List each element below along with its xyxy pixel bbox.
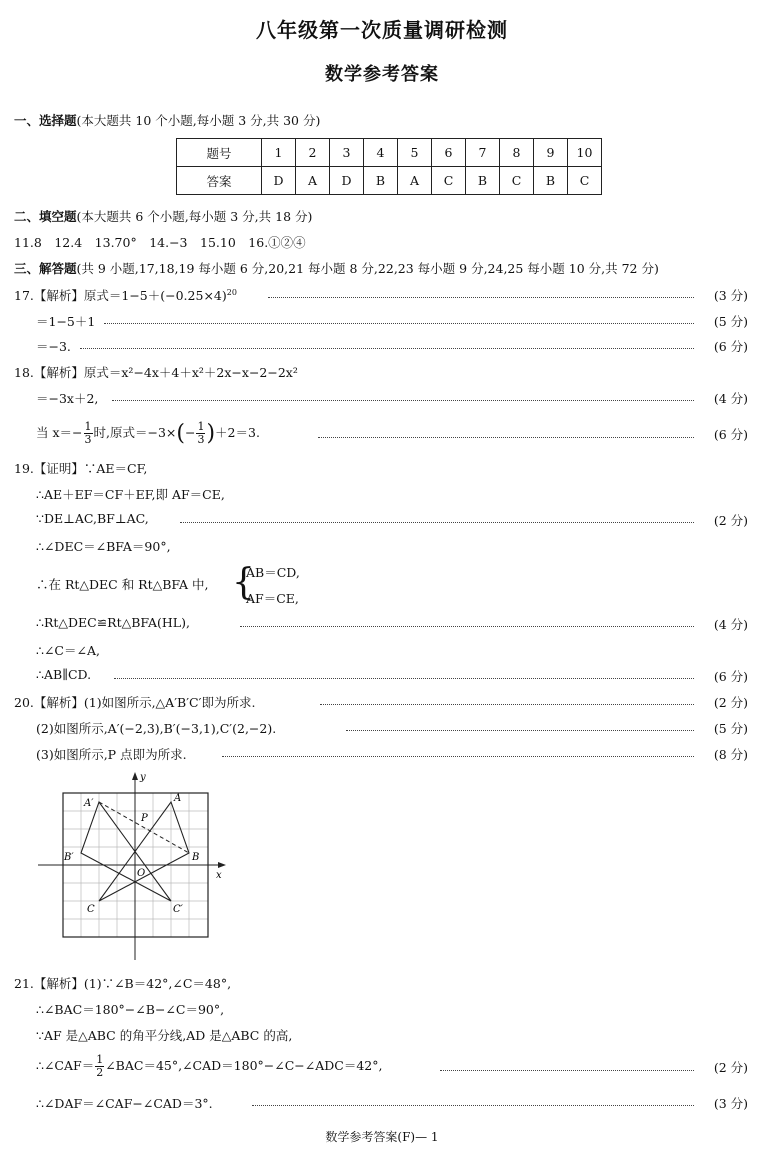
q17-line-3 <box>0 337 764 357</box>
table-cell: 1 <box>262 139 296 167</box>
score: (8 分) <box>713 747 748 762</box>
leader-dots <box>346 730 694 731</box>
score: (5 分) <box>713 721 748 736</box>
paren-left: ( <box>176 421 185 446</box>
fraction-numerator: 1 <box>197 420 205 433</box>
leader-dots <box>222 756 694 757</box>
fraction-denominator: 3 <box>84 433 92 446</box>
q19-text: ∴Rt△DEC≌Rt△BFA(HL), <box>36 615 190 630</box>
q17-line-2 <box>0 312 764 332</box>
q20-line-2 <box>0 719 764 739</box>
label-a: A <box>174 793 182 804</box>
leader-dots <box>320 704 694 705</box>
fraction-denominator: 3 <box>197 433 205 446</box>
q21-text: ∴∠DAF＝∠CAF−∠CAD＝3°. <box>36 1096 213 1111</box>
table-cell: 8 <box>500 139 534 167</box>
q20-text: (3)如图所示,P 点即为所求. <box>36 747 187 762</box>
score: (2 分) <box>713 695 748 710</box>
q19-line-6 <box>0 615 764 635</box>
q18-line-2 <box>0 389 764 409</box>
label-o: O <box>137 868 146 879</box>
q18-text-a: 当 x＝− <box>36 425 83 440</box>
label-y: y <box>140 772 146 783</box>
q20-text: 20.【解析】(1)如图所示,△A′B′C′即为所求. <box>14 695 256 710</box>
section-1-heading <box>14 111 320 129</box>
section-2-note: (本大题共 6 个小题,每小题 3 分,共 18 分) <box>76 209 313 224</box>
table-cell: 9 <box>534 139 568 167</box>
table-cell: C <box>568 167 602 195</box>
label-p: P <box>141 813 148 824</box>
q19-line-3 <box>0 511 764 531</box>
q18-text: ＝−3x＋2, <box>36 391 99 406</box>
q19-text: ∴在 Rt△DEC 和 Rt△BFA 中, <box>36 577 209 592</box>
q19-brace-line-2: AF＝CE, <box>246 591 299 606</box>
section-3-note: (共 9 小题,17,18,19 每小题 6 分,20,21 每小题 8 分,22,23 每小题 9 分,24,25 每小题 10 分,共 72 分) <box>76 261 659 276</box>
label-a1: A′ <box>84 798 94 809</box>
leader-dots <box>180 522 694 523</box>
q18-line-3 <box>0 421 764 449</box>
score: (2 分) <box>713 513 748 528</box>
table-cell: A <box>398 167 432 195</box>
q18-text-c: − <box>184 425 196 440</box>
fraction-numerator: 1 <box>96 1053 104 1066</box>
y-axis-arrow <box>132 772 138 780</box>
page-subtitle: 数学参考答案 <box>325 64 439 85</box>
leader-dots <box>240 626 694 627</box>
score: (3 分) <box>713 1096 748 1111</box>
score: (5 分) <box>713 314 748 329</box>
q18-text <box>36 421 260 446</box>
leader-dots <box>80 348 694 349</box>
q19-brace-line-1: AB＝CD, <box>246 565 300 580</box>
dashed-line <box>99 802 189 853</box>
q21-text-a: ∴∠CAF＝ <box>36 1058 95 1073</box>
q21-text: 21.【解析】(1)∵∠B＝42°,∠C＝48°, <box>14 976 232 991</box>
leader-dots <box>318 437 694 438</box>
q18-line-1 <box>0 363 764 383</box>
table-cell: D <box>262 167 296 195</box>
table-row <box>177 139 602 167</box>
q17-exponent: 20 <box>226 287 237 297</box>
section-2-heading <box>14 207 312 225</box>
leader-dots <box>114 678 694 679</box>
q19-text: ∵DE⊥AC,BF⊥AC, <box>36 511 149 526</box>
q21-line-4 <box>0 1054 764 1082</box>
section-3-heading <box>14 259 659 277</box>
fraction <box>95 1054 104 1079</box>
q19-line-8 <box>0 667 764 687</box>
table-cell: 3 <box>330 139 364 167</box>
q17-text: ＝1−5＋1 <box>36 314 96 329</box>
label-b: B <box>192 852 200 863</box>
q21-text-b: ∠BAC＝45°,∠CAD＝180°−∠C−∠ADC＝42°, <box>105 1058 383 1073</box>
q18-text-b: 时,原式＝−3× <box>93 425 177 440</box>
score: (4 分) <box>713 391 748 406</box>
table-header-answer: 答案 <box>177 167 262 195</box>
q19-line-1 <box>0 459 764 479</box>
score: (6 分) <box>713 669 748 684</box>
section-1-title: 一、选择题 <box>14 113 77 128</box>
q20-line-3 <box>0 745 764 765</box>
fraction <box>196 421 205 446</box>
leader-dots <box>440 1070 694 1071</box>
q19-line-2 <box>0 485 764 505</box>
q18-text: 18.【解析】原式＝x²−4x＋4＋x²＋2x−x−2−2x² <box>14 365 298 380</box>
q17-text <box>14 286 237 304</box>
label-c: C <box>87 904 95 915</box>
q19-text: 19.【证明】∵AE＝CF, <box>14 461 148 476</box>
q21-line-3 <box>0 1026 764 1046</box>
table-cell: B <box>466 167 500 195</box>
q21-text: ∵AF 是△ABC 的角平分线,AD 是△ABC 的高, <box>36 1028 293 1043</box>
q19-text: ∴AB∥CD. <box>36 667 92 682</box>
fill-blank-answers: 11.8 12.4 13.70° 14.−3 15.10 16.①②④ <box>14 235 306 250</box>
label-c1: C′ <box>173 904 183 915</box>
q21-line-5 <box>0 1094 764 1114</box>
label-b1: B′ <box>64 852 74 863</box>
table-cell: 10 <box>568 139 602 167</box>
page-footer: 数学参考答案(F)— 1 <box>325 1130 439 1144</box>
q19-line-5 <box>0 563 764 609</box>
q21-line-2 <box>0 1000 764 1020</box>
score: (6 分) <box>713 427 748 442</box>
table-row <box>177 167 602 195</box>
paren-right: ) <box>206 421 216 446</box>
table-cell: 2 <box>296 139 330 167</box>
q19-text: ∴∠C＝∠A, <box>36 643 100 658</box>
coordinate-figure <box>30 768 230 960</box>
section-2-title: 二、填空题 <box>14 209 77 224</box>
table-cell: 7 <box>466 139 500 167</box>
q21-line-1 <box>0 974 764 994</box>
table-cell: C <box>432 167 466 195</box>
table-cell: D <box>330 167 364 195</box>
fraction-denominator: 2 <box>96 1066 104 1079</box>
section-1-note: (本大题共 10 个小题,每小题 3 分,共 30 分) <box>76 113 321 128</box>
q17-line-1 <box>0 286 764 306</box>
table-cell: C <box>500 167 534 195</box>
q17-expr: 17.【解析】原式＝1−5＋(−0.25×4) <box>14 288 227 303</box>
q19-text: ∴∠DEC＝∠BFA＝90°, <box>36 539 171 554</box>
q19-text: ∴AE＋EF＝CF＋EF,即 AF＝CE, <box>36 487 225 502</box>
fraction-numerator: 1 <box>84 420 92 433</box>
q19-line-4 <box>0 537 764 557</box>
leader-dots <box>112 400 694 401</box>
label-x: x <box>216 870 222 881</box>
q17-text: ＝−3. <box>36 339 71 354</box>
table-cell: A <box>296 167 330 195</box>
q19-line-7 <box>0 641 764 661</box>
page-title: 八年级第一次质量调研检测 <box>256 18 508 42</box>
fraction <box>84 421 93 446</box>
leader-dots <box>252 1105 694 1106</box>
score: (4 分) <box>713 617 748 632</box>
table-cell: 5 <box>398 139 432 167</box>
q20-line-1 <box>0 693 764 713</box>
q21-text <box>36 1054 382 1079</box>
q21-text: ∴∠BAC＝180°−∠B−∠C＝90°, <box>36 1002 225 1017</box>
leader-dots <box>104 323 694 324</box>
section-3-title: 三、解答题 <box>14 261 77 276</box>
x-axis-arrow <box>218 862 226 868</box>
score: (3 分) <box>713 288 748 303</box>
q18-text-d: ＋2＝3. <box>215 425 260 440</box>
table-cell: 6 <box>432 139 466 167</box>
score: (6 分) <box>713 339 748 354</box>
answer-table <box>176 138 602 195</box>
q20-text: (2)如图所示,A′(−2,3),B′(−3,1),C′(2,−2). <box>36 721 277 736</box>
table-header-number: 题号 <box>177 139 262 167</box>
table-cell: 4 <box>364 139 398 167</box>
score: (2 分) <box>713 1060 748 1075</box>
table-cell: B <box>364 167 398 195</box>
brace: { <box>232 562 255 603</box>
leader-dots <box>268 297 694 298</box>
table-cell: B <box>534 167 568 195</box>
